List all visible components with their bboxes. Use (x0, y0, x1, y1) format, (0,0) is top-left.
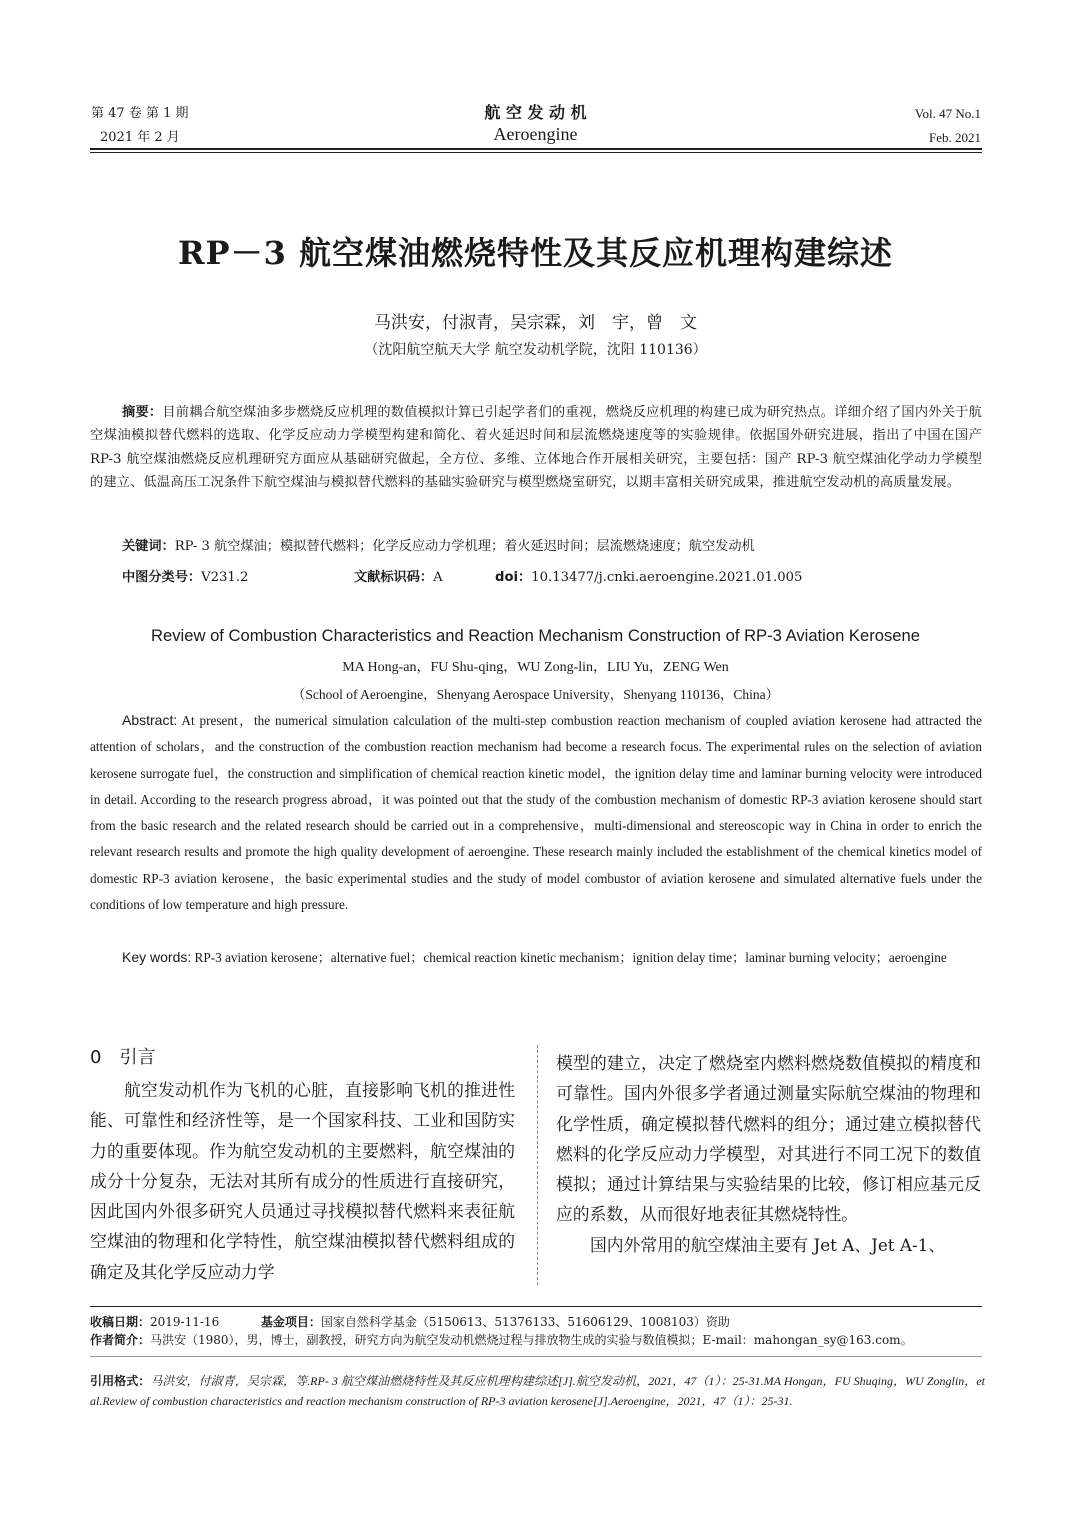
received-label: 收稿日期： (90, 1315, 151, 1329)
volume-issue-cn: 第 47 卷 第 1 期 (91, 106, 189, 121)
section-heading: 0 引言 (90, 1047, 156, 1068)
body-column-right (556, 1048, 981, 1260)
date-cn: 2021 年 2 月 (100, 130, 180, 145)
keywords-en-text: RP-3 aviation kerosene；alternative fuel；chemical reaction kinetic mechanism；ignition delay time；laminar burning velocity；aeroengine (191, 950, 947, 965)
footer-rule-secondary (90, 1356, 982, 1357)
received-value: 2019-11-16 (150, 1315, 220, 1329)
received-and-funding (90, 1313, 730, 1330)
citation-value: 马洪安，付淑青，吴宗霖，等.RP- 3 航空煤油燃烧特性及其反应机理构建综述[J].航空发动机，2021，47（1）：25-31.MA Hongan，FU Shuqing，WU Zonglin，et al.Review of combustion characteristics and reaction mechanism construction of RP-3 aviation kerosene[J].Aeroengine，2021，47（1）：25-31. (90, 1374, 985, 1408)
journal-name-en: Aeroengine (493, 124, 578, 144)
document-code-label: 文献标识码： (354, 570, 434, 585)
abstract-cn (90, 401, 982, 494)
volume-issue-en: Vol. 47 No.1 (914, 106, 981, 121)
authors-en: MA Hong-an，FU Shu-qing，WU Zong-lin，LIU Yu，ZENG Wen (342, 660, 729, 675)
author-bio-value: 马洪安（1980），男，博士，副教授，研究方向为航空发动机燃烧过程与排放物生成的实验与数值模拟；E-mail：mahongan_sy@163.com。 (150, 1333, 913, 1347)
keywords-en (90, 944, 982, 971)
doi-value: 10.13477/j.cnki.aeroengine.2021.01.005 (531, 570, 803, 585)
paper-title-en: Review of Combustion Characteristics and Reaction Mechanism Construction of RP-3 Aviation Kerosene (151, 626, 920, 645)
abstract-cn-text: 目前耦合航空煤油多步燃烧反应机理的数值模拟计算已引起学者们的重视，燃烧反应机理的构建已成为研究热点。详细介绍了国内外关于航空煤油模拟替代燃料的选取、化学反应动力学模型构建和简化、着火延迟时间和层流燃烧速度等的实验规律。依据国外研究进展，指出了中国在国产 RP-3 航空煤油燃烧反应机理研究方面应从基础研究做起，全方位、多维、立体地合作开展相关研究，主要包括：国产 RP-3 航空煤油化学动力学模型的建立、低温高压工况条件下航空煤油与模拟替代燃料的基础实验研究与模型燃烧室研究，以期丰富相关研究成果，推进航空发动机的高质量发展。 (90, 405, 982, 490)
header-rule-thin (90, 152, 982, 153)
keywords-en-label: Key words: (122, 949, 192, 965)
classification-label: 中图分类号： (122, 570, 202, 585)
keywords-cn (122, 538, 755, 556)
keywords-cn-text: RP- 3 航空煤油；模拟替代燃料；化学反应动力学机理；着火延迟时间；层流燃烧速度；航空发动机 (174, 539, 755, 554)
fund-label: 基金项目： (260, 1315, 321, 1329)
fund-value: 国家自然科学基金（5150613、51376133、51606129、1008103）资助 (320, 1315, 730, 1329)
column-divider (537, 1045, 538, 1285)
author-bio-label: 作者简介： (90, 1333, 151, 1347)
authors-cn: 马洪安，付淑青，吴宗霖，刘 宇，曾 文 (374, 313, 697, 333)
abstract-cn-label: 摘要： (122, 405, 163, 420)
document-code (354, 566, 443, 585)
citation-label: 引用格式： (90, 1374, 151, 1388)
affiliation-en: （School of Aeroengine，Shenyang Aerospace University，Shenyang 110136，China） (291, 687, 780, 702)
affiliation-cn: （沈阳航空航天大学 航空发动机学院，沈阳 110136） (364, 342, 707, 358)
doi (495, 566, 802, 585)
body-column-left (90, 1075, 515, 1287)
paper-title-cn: RP－3 航空煤油燃烧特性及其反应机理构建综述 (177, 234, 894, 272)
keywords-cn-label: 关键词： (122, 539, 175, 554)
abstract-en (90, 707, 982, 918)
journal-name-cn: 航 空 发 动 机 (484, 103, 587, 122)
author-bio (90, 1331, 913, 1348)
body-paragraph: 模型的建立，决定了燃烧室内燃料燃烧数值模拟的精度和可靠性。国内外很多学者通过测量实际航空煤油的物理和化学性质，确定模拟替代燃料的组分；通过建立模拟替代燃料的化学反应动力学模型，对其进行不同工况下的数值模拟；通过计算结果与实验结果的比较，修订相应基元反应的系数，从而很好地表征其燃烧特性。 (556, 1053, 981, 1225)
body-paragraph: 航空发动机作为飞机的心脏，直接影响飞机的推进性能、可靠性和经济性等，是一个国家科技、工业和国防实力的重要体现。作为航空发动机的主要燃料，航空煤油的成分十分复杂，无法对其所有成分的性质进行直接研究，因此国内外很多研究人员通过寻找模拟替代燃料来表征航空煤油的物理和化学特性，航空煤油模拟替代燃料组成的确定及其化学反应动力学 (90, 1080, 515, 1282)
body-paragraph: 国内外常用的航空煤油主要有 Jet A、Jet A-1、 (590, 1234, 946, 1255)
abstract-en-text: At present，the numerical simulation calculation of the multi-step combustion reaction mechanism of coupled aviation kerosene had attracted the attention of scholars，and the construction of the combustion reaction mechanism had become a research focus. The experimental rules on the selection of aviation kerosene surrogate fuel，the construction and simplification of chemical reaction kinetic model，the ignition delay time and laminar burning velocity were introduced in detail. According to the research progress abroad，it was pointed out that the study of the combustion mechanism of domestic RP-3 aviation kerosene should start from the basic research and the related research should be carried out in a comprehensive，multi-dimensional and stereoscopic way in China in order to enrich the relevant research results and promote the high quality development of aeroengine. These research mainly included the establishment of the chemical kinetics model of domestic RP-3 aviation kerosene，the basic experimental studies and the study of model combustor of aviation kerosene and simulated alternative fuels under the conditions of low temperature and high pressure. (90, 713, 982, 913)
footer-rule (90, 1306, 982, 1307)
date-en: Feb. 2021 (929, 130, 981, 145)
classification-number (122, 566, 248, 585)
classification-value: V231.2 (201, 570, 249, 585)
header-rule-thick (90, 148, 982, 150)
abstract-en-label: Abstract: (122, 712, 178, 728)
citation-format (90, 1371, 985, 1411)
document-code-value: A (433, 570, 443, 585)
doi-label: doi： (495, 570, 532, 585)
